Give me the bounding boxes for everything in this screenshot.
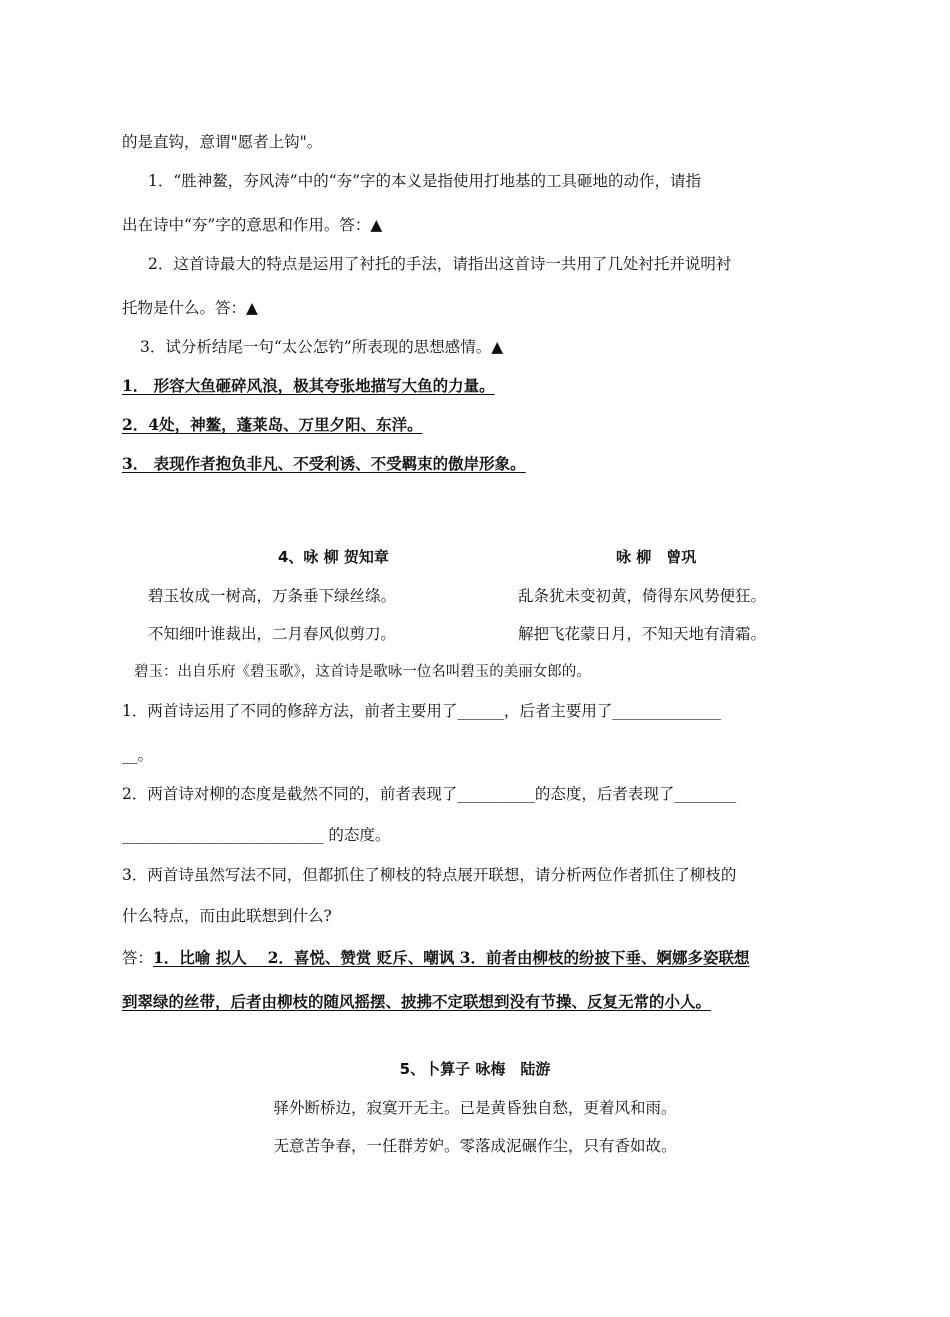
poem-4-question-1-line-1: 1．两首诗运用了不同的修辞方法，前者主要用了______，后者主要用了______________ xyxy=(122,702,721,720)
poem-4-left-line-2: 不知细叶谁裁出，二月春风似剪刀。 xyxy=(148,625,397,643)
poem-4-right-title: 咏 柳 曾巩 xyxy=(616,548,697,566)
question-1-line-1: 1．“胜神鳌，夯风涛”中的“夯”字的本义是指使用打地基的工具砸地的动作，请指 xyxy=(148,172,702,190)
intro-tail-text: 的是直钩，意谓"愿者上钩"。 xyxy=(122,133,323,151)
poem-4-right-line-2: 解把飞花蒙日月，不知天地有清霜。 xyxy=(518,625,767,643)
poem-4-answer-text-1: 1．比喻 拟人 2．喜悦、赞赏 贬斥、嘲讽 3．前者由柳枝的纷披下垂、婀娜多姿联想 xyxy=(153,948,750,967)
poem-4-left-title: 4、咏 柳 贺知章 xyxy=(278,548,389,566)
question-2-line-2: 托物是什么。答：▲ xyxy=(122,299,258,317)
question-1-line-2: 出在诗中“夯”字的意思和作用。答：▲ xyxy=(122,216,383,234)
poem-4-question-3-line-2: 什么特点，而由此联想到什么? xyxy=(122,907,332,925)
poem-4-right-line-1: 乱条犹未变初黄，倚得东风势便狂。 xyxy=(518,587,767,605)
answer-3: 3． 表现作者抱负非凡、不受利诱、不受羁束的傲岸形象。 xyxy=(122,454,526,473)
poem-4-answer-line-1 xyxy=(122,947,749,969)
poem-5-line-2: 无意苦争春，一任群芳妒。零落成泥碾作尘，只有香如故。 xyxy=(273,1137,677,1155)
poem-4-question-1-line-2: __。 xyxy=(122,746,154,764)
answer-2: 2．4处，神鳌，蓬莱岛、万里夕阳、东洋。 xyxy=(122,415,423,434)
poem-5-line-1: 驿外断桥边，寂寞开无主。已是黄昏独自愁，更着风和雨。 xyxy=(273,1099,677,1117)
poem-4-question-2-line-1: 2．两首诗对柳的态度是截然不同的，前者表现了__________的态度，后者表现了________ xyxy=(122,785,737,803)
answer-1: 1． 形容大鱼砸碎风浪，极其夸张地描写大鱼的力量。 xyxy=(122,376,495,395)
poem-4-question-3-line-1: 3．两首诗虽然写法不同，但都抓住了柳枝的特点展开联想，请分析两位作者抓住了柳枝的 xyxy=(122,866,737,884)
poem-4-question-2-line-2: __________________________ 的态度。 xyxy=(122,826,391,844)
poem-5-title: 5、卜算子 咏梅 陆游 xyxy=(399,1060,551,1078)
question-2-line-1: 2．这首诗最大的特点是运用了衬托的手法，请指出这首诗一共用了几处衬托并说明衬 xyxy=(148,255,732,273)
question-3-text: 3．试分析结尾一句“太公怎钓”所表现的思想感情。▲ xyxy=(140,338,504,356)
poem-note: 碧玉：出自乐府《碧玉歌》，这首诗是歌咏一位名叫碧玉的美丽女郎的。 xyxy=(134,664,591,680)
poem-4-left-line-1: 碧玉妆成一树高，万条垂下绿丝绦。 xyxy=(148,587,397,605)
poem-4-answer-line-2: 到翠绿的丝带，后者由柳枝的随风摇摆、披拂不定联想到没有节操、反复无常的小人。 xyxy=(122,992,712,1011)
answer-prefix: 答： xyxy=(122,949,154,967)
